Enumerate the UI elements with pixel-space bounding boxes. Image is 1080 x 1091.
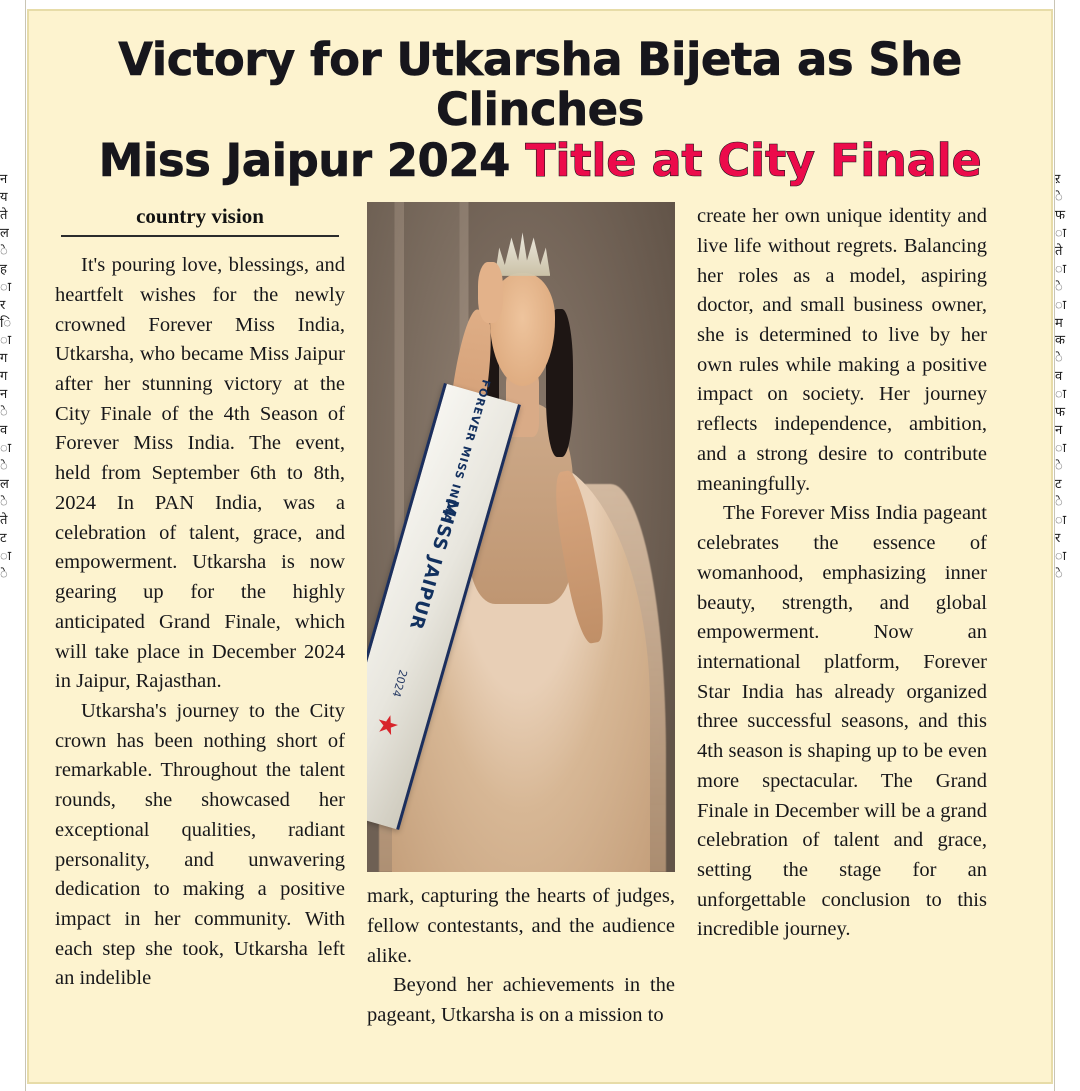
bleed-text-line: न xyxy=(0,386,8,402)
headline-line-2-accent: Title at City Finale xyxy=(525,133,982,187)
bleed-text-line: े xyxy=(0,565,8,581)
star-icon: ★ xyxy=(372,708,403,743)
bleed-text-line: र xyxy=(0,296,6,312)
bleed-text-line: ग xyxy=(0,368,8,384)
bleed-text-line: ट xyxy=(0,529,7,545)
bleed-text-line: ल xyxy=(0,224,9,240)
bleed-text-line: े xyxy=(0,458,8,473)
page-title xyxy=(55,35,1025,186)
bleed-text-line: ि xyxy=(0,314,12,330)
bleed-text-line: ते xyxy=(0,511,8,527)
bleed-text-line: म xyxy=(1055,314,1063,330)
bleed-text-line: ते xyxy=(0,206,8,222)
sash-title-text: MISS JAIPUR xyxy=(404,495,463,633)
bleed-text-line: ा xyxy=(0,332,12,348)
bleed-text-line: क xyxy=(1055,332,1065,348)
bleed-text-line: ल xyxy=(0,475,9,491)
bleed-text-line: ा xyxy=(0,278,12,294)
right-page-bleed xyxy=(1054,0,1080,1091)
bleed-text-line: न xyxy=(1055,422,1063,438)
bleed-text-line: ा xyxy=(0,547,12,563)
bleed-text-line: े xyxy=(1055,278,1063,294)
crown-icon xyxy=(495,232,550,276)
paragraph: It's pouring love, blessings, and heartfelt wishes for the newly crowned Forever Miss India, Utkarsha, who became Miss Jaipur after her stunning victory at the City Finale of the 4th Season of Forever Miss India. The event, held from September 6th to 8th, 2024 In PAN India, was a celebration of talent, grace, and empowerment. Utkarsha is now gearing up for the highly anticipated Grand Finale, which will take place in December 2024 in Jaipur, Rajasthan. xyxy=(55,254,345,693)
bleed-text-line: ग xyxy=(0,350,8,366)
column-right xyxy=(697,202,987,1082)
column-left xyxy=(55,202,345,1082)
sash-year-text: 2024 xyxy=(389,667,410,699)
publication-kicker: country vision xyxy=(61,204,339,237)
photo-background xyxy=(367,202,675,872)
hand-left xyxy=(478,262,503,322)
bleed-text-line: फ xyxy=(1055,404,1066,420)
bleed-text-line: े xyxy=(1055,188,1063,204)
bleed-text-line: े xyxy=(1055,458,1063,473)
column-middle xyxy=(367,202,675,1082)
bleed-text-line: ा xyxy=(1055,296,1067,312)
article-columns xyxy=(55,202,1025,1082)
bleed-text-line: ट xyxy=(1055,475,1062,491)
bleed-text-line: ा xyxy=(1055,224,1067,240)
headline-line-1: Victory for Utkarsha Bijeta as She Clinches xyxy=(118,33,962,137)
bleed-text-line: ा xyxy=(1055,511,1067,527)
left-page-bleed xyxy=(0,0,26,1091)
paragraph: Beyond her achievements in the pageant, Utkarsha is on a mission to xyxy=(367,974,675,1027)
bleed-text-line: ते xyxy=(1055,242,1063,258)
bleed-text-line: व xyxy=(0,422,8,438)
bleed-text-line: फ xyxy=(1055,206,1066,222)
bleed-text-line: ा xyxy=(1055,547,1067,563)
article-photo xyxy=(367,202,675,872)
headline-line-2-plain: Miss Jaipur 2024 xyxy=(98,133,526,187)
bleed-text-line: व xyxy=(1055,368,1063,384)
bleed-text-line: य xyxy=(0,188,8,204)
sash-top-text: FOREVER MISS INDIA xyxy=(439,378,493,525)
bleed-text-line: ा xyxy=(1055,386,1067,402)
bleed-text-line: े xyxy=(1055,493,1063,509)
bleed-text-line: ा xyxy=(1055,440,1067,456)
bleed-text-line: ा xyxy=(1055,260,1067,276)
bleed-text-line: ह xyxy=(0,260,7,276)
bleed-text-line: े xyxy=(0,493,8,509)
bleed-text-line: ा xyxy=(0,440,12,456)
article-page xyxy=(27,9,1053,1084)
paragraph: create her own unique identity and live life without regrets. Balancing her roles as a model, aspiring doctor, and small business owner, she is determined to live by her own rules while making a positive impact on society. Her journey reflects independence, ambition, and a strong desire to contribute meaningfully. xyxy=(697,205,987,495)
bleed-text-line: े xyxy=(1055,565,1063,581)
bleed-text-line: र xyxy=(1055,529,1061,545)
paragraph: The Forever Miss India pageant celebrates the essence of womanhood, emphasizing inner beauty, strength, and global empowerment. Now an international platform, Forever Star India has already organized three successful seasons, and this 4th season is shaping up to be even more spectacular. The Grand Finale in December will be a grand celebration of talent and grace, setting the stage for an unforgettable conclusion to this incredible journey. xyxy=(697,502,987,941)
bleed-text-line: े xyxy=(0,242,8,258)
bleed-text-line: ऱ xyxy=(1055,171,1061,186)
paragraph: Utkarsha's journey to the City crown has been nothing short of remarkable. Throughout the talent rounds, she showcased her exceptional qualities, radiant personality, and unwavering dedication to making a positive impact in her community. With each step she took, Utkarsha left an indelible xyxy=(55,699,345,990)
paragraph: mark, capturing the hearts of judges, fellow contestants, and the audience alike. xyxy=(367,885,675,967)
bleed-text-line: े xyxy=(1055,350,1063,366)
bleed-text-line: े xyxy=(0,404,8,420)
bleed-text-line: न xyxy=(0,171,8,186)
